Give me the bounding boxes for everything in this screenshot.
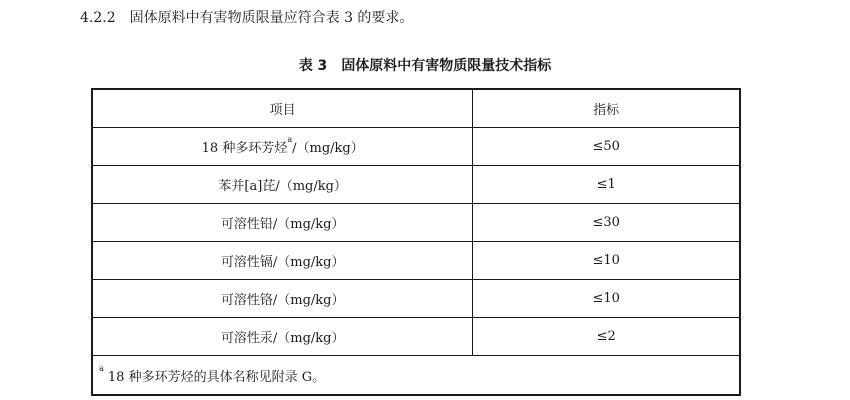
table-row [92, 318, 740, 356]
row-item: 苯并[a]芘/（mg/kg） [92, 166, 473, 204]
row-item: 可溶性汞/（mg/kg） [92, 318, 473, 356]
table-caption [0, 56, 850, 76]
footnote-marker: a [99, 363, 104, 373]
row-limit: ≤10 [473, 242, 740, 280]
row-item [92, 128, 473, 166]
clause-paragraph [80, 8, 413, 28]
table-caption-title: 固体原料中有害物质限量技术指标 [341, 58, 552, 74]
column-header-limit: 指标 [473, 89, 740, 128]
row-limit: ≤1 [473, 166, 740, 204]
column-header-item: 项目 [92, 89, 473, 128]
row-item: 可溶性铬/（mg/kg） [92, 280, 473, 318]
footnote-marker: a [287, 135, 293, 144]
table-row [92, 128, 740, 166]
row-item: 可溶性镉/（mg/kg） [92, 242, 473, 280]
table-row [92, 242, 740, 280]
row-limit: ≤2 [473, 318, 740, 356]
table-header-row [92, 89, 740, 128]
row-limit: ≤10 [473, 280, 740, 318]
table-row [92, 204, 740, 242]
row-limit: ≤50 [473, 128, 740, 166]
row-item-unit: /（mg/kg） [292, 141, 364, 156]
footnote-text: 18 种多环芳烃的具体名称见附录 G。 [103, 369, 326, 385]
row-limit: ≤30 [473, 204, 740, 242]
clause-number: 4.2.2 [80, 10, 116, 26]
table-footnote [92, 356, 740, 396]
clause-text: 固体原料中有害物质限量应符合表 3 的要求。 [129, 10, 414, 26]
table-caption-label: 表 3 [298, 58, 328, 74]
table-row [92, 280, 740, 318]
row-item: 可溶性铅/（mg/kg） [92, 204, 473, 242]
row-item-name: 18 种多环芳烃 [201, 141, 288, 156]
limits-table [91, 88, 741, 396]
table-footnote-row [92, 356, 740, 396]
table-row [92, 166, 740, 204]
